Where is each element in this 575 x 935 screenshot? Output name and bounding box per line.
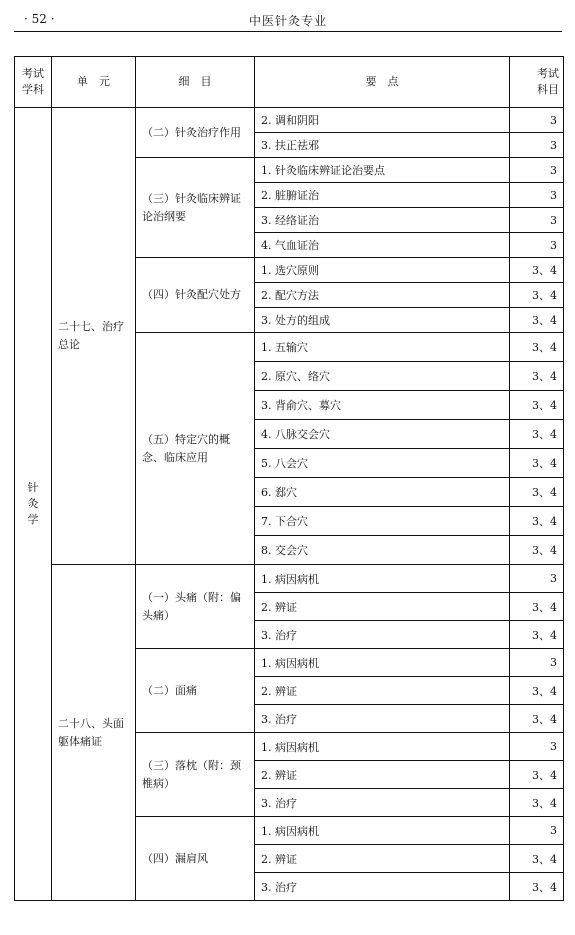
point-cell: 3. 扶正祛邪	[255, 133, 510, 158]
unit-cell: 二十七、治疗总论	[52, 108, 136, 565]
level-cell: 3	[510, 158, 564, 183]
point-cell: 3. 治疗	[255, 873, 510, 901]
point-cell: 2. 辨证	[255, 677, 510, 705]
level-cell: 3、4	[510, 705, 564, 733]
point-cell: 1. 病因病机	[255, 817, 510, 845]
point-cell: 3. 背俞穴、募穴	[255, 391, 510, 420]
detail-cell: （四）针灸配穴处方	[136, 258, 255, 333]
point-cell: 1. 选穴原则	[255, 258, 510, 283]
level-cell: 3、4	[510, 507, 564, 536]
point-cell: 3. 经络证治	[255, 208, 510, 233]
point-cell: 2. 原穴、络穴	[255, 362, 510, 391]
page-number: · 52 ·	[24, 12, 55, 26]
level-cell: 3、4	[510, 677, 564, 705]
level-cell: 3、4	[510, 593, 564, 621]
page-header	[14, 8, 562, 30]
level-cell: 3、4	[510, 258, 564, 283]
level-cell: 3	[510, 233, 564, 258]
point-cell: 1. 病因病机	[255, 565, 510, 593]
detail-cell: （二）针灸治疗作用	[136, 108, 255, 158]
level-cell: 3、4	[510, 391, 564, 420]
table-row	[15, 565, 564, 593]
level-cell: 3、4	[510, 789, 564, 817]
point-cell: 2. 辨证	[255, 593, 510, 621]
point-cell: 5. 八会穴	[255, 449, 510, 478]
level-cell: 3、4	[510, 308, 564, 333]
col-header-unit: 单 元	[52, 57, 136, 108]
point-cell: 1. 病因病机	[255, 733, 510, 761]
point-cell: 2. 调和阴阳	[255, 108, 510, 133]
level-cell: 3、4	[510, 536, 564, 565]
header-rule	[14, 31, 562, 32]
level-cell: 3、4	[510, 283, 564, 308]
point-cell: 1. 针灸临床辨证论治要点	[255, 158, 510, 183]
detail-cell: （五）特定穴的概念、临床应用	[136, 333, 255, 565]
detail-cell: （三）针灸临床辨证论治纲要	[136, 158, 255, 258]
point-cell: 3. 治疗	[255, 789, 510, 817]
level-cell: 3、4	[510, 449, 564, 478]
point-cell: 3. 治疗	[255, 621, 510, 649]
point-cell: 3. 处方的组成	[255, 308, 510, 333]
level-cell: 3	[510, 565, 564, 593]
level-cell: 3、4	[510, 761, 564, 789]
table-header-row	[15, 57, 564, 108]
level-cell: 3	[510, 733, 564, 761]
level-cell: 3、4	[510, 420, 564, 449]
point-cell: 8. 交会穴	[255, 536, 510, 565]
detail-cell: （二）面痛	[136, 649, 255, 733]
syllabus-table	[14, 56, 564, 901]
detail-cell: （三）落枕（附：颈椎病）	[136, 733, 255, 817]
level-cell: 3、4	[510, 621, 564, 649]
level-cell: 3、4	[510, 333, 564, 362]
col-header-subject: 考试学科	[15, 57, 52, 108]
col-header-level: 考试科目	[510, 57, 564, 108]
col-header-points: 要 点	[255, 57, 510, 108]
point-cell: 2. 辨证	[255, 845, 510, 873]
level-cell: 3	[510, 817, 564, 845]
point-cell: 7. 下合穴	[255, 507, 510, 536]
point-cell: 1. 病因病机	[255, 649, 510, 677]
level-cell: 3、4	[510, 362, 564, 391]
col-header-detail: 细 目	[136, 57, 255, 108]
level-cell: 3	[510, 133, 564, 158]
unit-cell: 二十八、头面躯体痛证	[52, 565, 136, 901]
level-cell: 3、4	[510, 478, 564, 507]
level-cell: 3、4	[510, 845, 564, 873]
level-cell: 3、4	[510, 873, 564, 901]
detail-cell: （一）头痛（附：偏头痛）	[136, 565, 255, 649]
point-cell: 2. 脏腑证治	[255, 183, 510, 208]
running-title: 中医针灸专业	[248, 14, 327, 28]
level-cell: 3	[510, 183, 564, 208]
point-cell: 6. 郄穴	[255, 478, 510, 507]
point-cell: 2. 辨证	[255, 761, 510, 789]
level-cell: 3	[510, 208, 564, 233]
table-row	[15, 108, 564, 133]
point-cell: 4. 气血证治	[255, 233, 510, 258]
detail-cell: （四）漏肩风	[136, 817, 255, 901]
table-body	[15, 108, 564, 901]
point-cell: 2. 配穴方法	[255, 283, 510, 308]
subject-cell: 针灸学	[15, 108, 52, 901]
point-cell: 1. 五输穴	[255, 333, 510, 362]
point-cell: 4. 八脉交会穴	[255, 420, 510, 449]
level-cell: 3	[510, 108, 564, 133]
point-cell: 3. 治疗	[255, 705, 510, 733]
level-cell: 3	[510, 649, 564, 677]
